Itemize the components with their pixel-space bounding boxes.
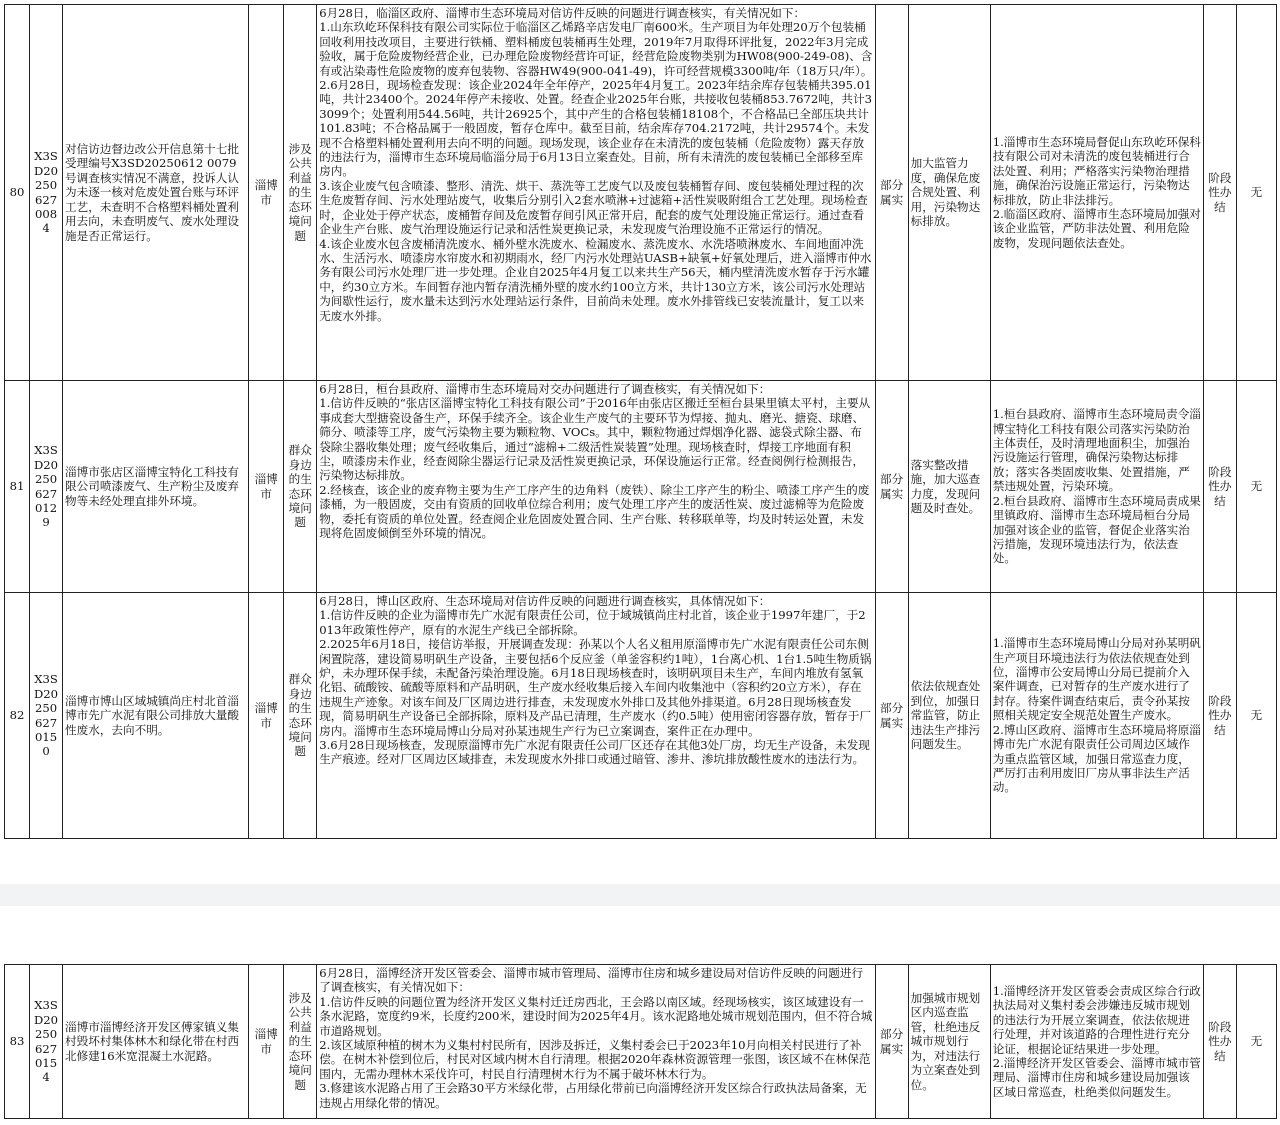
other: 无	[1236, 593, 1276, 839]
finding-paragraph: 3.修建该水泥路占用了王会路30平方米绿化带，占用绿化带前已向淄博经济开发区综合行政执法局备案，无违规占用绿化带的情况。	[319, 1081, 867, 1110]
finding-paragraph: 2.2025年6月18日，接信访举报，开展调查发现：孙某以个人名义租用原淄博市先广水泥有限责任公司东侧闲置院落，建设简易明矾生产设备，主要包括6个反应釜（单釜容积约1吨），1台离心机、1台1.5吨生物质锅炉，未办理环保手续，未配备污染治理设施。6月18日现场核查时，该明矾项目未生产，车间内堆放有氢氧化铝、硫酸铵、硫酸等原料和产品明矾，生产废水经收集后接入车间内收集池中（容积约20立方米），存在违规生产迹象。对该车间及厂区周边进行排查，未发现废水外排口及其他外排渠道。6月28日现场核查发现，简易明矾生产设备已全部拆除，原料及产品已清理，生产废水（约0.5吨）使用密闭容器存放，暂存于厂房内。淄博市生态环境局博山分局对孙某违规生产行为已立案调查，案件正在办理中。	[319, 637, 872, 738]
verdict: 部分属实	[875, 593, 908, 839]
finding-paragraph: 6月28日，桓台县政府、淄博市生态环境局对交办问题进行了调查核实，有关情况如下：	[319, 382, 771, 396]
finding-paragraph: 6月28日，临淄区政府、淄博市生态环境局对信访件反映的问题进行调查核实，有关情况如下：	[319, 6, 806, 20]
accountability-paragraph: 2.临淄区政府、淄博市生态环境局加强对该企业监管，严防非法处置、利用危险废物，发现问题依法查处。	[992, 206, 1201, 250]
region: 淄博市	[249, 5, 284, 381]
finding-paragraph: 1.山东玖屹环保科技有限公司实际位于临淄区乙烯路辛店发电厂南600米。生产项目为年处理20万个包装桶回收利用技改项目，主要进行铁桶、塑料桶废包装桶再生处理，2019年7月取得环评批复，2022年3月完成验收，属于危险废物经营企业，已办理危险废物经营许可证，经营危险废物类别为HW08(900-249-08)、含有或沾染毒性危险废物的废弃包装物、容器HW49(900-041-49)，许可经营规模3300吨/年（18万只/年）。	[319, 20, 873, 78]
region: 淄博市	[249, 593, 284, 839]
finding-paragraph: 3.该企业废气包含喷漆、整形、清洗、烘干、蒸洗等工艺废气以及废包装桶暂存间、废包装桶处理过程的次生危废暂存间、污水处理站废气，收集后分别引入2套水喷淋+过滤箱+活性炭吸附组合工艺处理。现场检查时，企业处于停产状态，废桶暂存间及危废暂存间引风正常开启，配套的废气处理设施正常运行。通过查看企业生产台账、废气治理设施运行记录和活性炭更换记录，未发现废气治理设施不正常运行的情况。	[319, 178, 868, 237]
verdict: 部分属实	[875, 5, 908, 381]
accountability	[990, 965, 1203, 1119]
handling-status: 阶段性办结	[1203, 5, 1236, 381]
document-page-2	[0, 960, 1280, 1125]
accountability-paragraph: 1.淄博市生态环境局博山分局对孙某明矾生产项目环境违法行为依法依规查处到位，淄博市公安局博山分局已提前介入案件调查，已对暂存的生产废水进行了封存。待案件调查结束后，责令孙某按照相关规定安全规范处置生产废水。	[992, 636, 1201, 723]
case-code: X3SD20250627 0084	[30, 5, 63, 381]
issue-description: 对信访边督边改公开信息第十七批受理编号X3SD20250612 0079号调查核实情况不满意，投诉人认为未逐一核对危废处置台账与环评工艺，未查明不合格塑料桶处置利用去向，未查明废气、废水处理设施是否正常运行。	[63, 5, 249, 381]
row-number: 80	[5, 5, 30, 381]
finding-paragraph: 1.信访件反映的问题位置为经济开发区义集村迁迁房西北，王会路以南区域。经现场核实，该区域建设有一条水泥路，宽度约9米，长度约200米，建设时间为2025年4月。该水泥路地处城市规划范围内，但不符合城市道路规划。	[319, 994, 873, 1038]
finding-paragraph: 4.该企业废水包含废桶清洗废水、桶外壁水洗废水、检漏废水、蒸洗废水、水洗塔喷淋废水、车间地面冲洗水、生活污水、喷漆房水帘废水和初期雨水，经厂内污水处理站UASB+缺氧+好氧处理后，进入淄博市仲水务有限公司污水处理厂进一步处理。企业自2025年4月复工以来共生产56天，桶内壁清洗废水暂存于污水罐中，约30立方米。车间暂存池内暂存清洗桶外壁的废水约100立方米，共计130立方米，该公司污水处理站为间歇性运行，废水量未达到污水处理站运行条件，目前尚未处理。废水外排管线已安装流量计，复工以来无废水外排。	[319, 236, 872, 323]
accountability	[990, 381, 1203, 593]
finding-paragraph: 6月28日，淄博经济开发区管委会、淄博市城市管理局、淄博市住房和城乡建设局对信访件反映的问题进行了调查核实，有关情况如下：	[319, 966, 864, 995]
issue-description: 淄博市张店区淄博宝特化工科技有限公司喷漆废气、生产粉尘及废弃物等未经处理直排外环境。	[63, 381, 249, 593]
handling-status: 阶段性办结	[1203, 593, 1236, 839]
verdict: 部分属实	[875, 381, 908, 593]
accountability-paragraph: 1.淄博市生态环境局督促山东玖屹环保科技有限公司对未清洗的废包装桶进行合法处置、利用；严格落实污染物治理措施，确保治污设施正常运行，污染物达标排放，防止非法排污。	[992, 134, 1201, 207]
row-number: 81	[5, 381, 30, 593]
accountability-paragraph: 2.淄博经济开发区管委会、淄博市城市管理局、淄博市住房和城乡建设局加强该区域日常巡查，杜绝类似问题发生。	[992, 1055, 1201, 1099]
issue-type: 群众身边的生态环境问题	[284, 593, 317, 839]
issue-type: 涉及公共利益的生态环境问题	[284, 5, 317, 381]
accountability	[990, 593, 1203, 839]
finding-paragraph: 3.6月28日现场核查，发现原淄博市先广水泥有限责任公司厂区还存在其他3处厂房，均无生产设备，未发现生产痕迹。经对厂区周边区域排查，未发现废水外排口或通过暗管、渗井、渗坑排放酸性废水的违法行为。	[319, 738, 870, 767]
region: 淄博市	[249, 965, 284, 1119]
handling-status: 阶段性办结	[1203, 381, 1236, 593]
finding-paragraph: 2.6月28日，现场检查发现：该企业2024年全年停产，2025年4月复工。2023年结余库存包装桶共395.01吨，共计23400个。2024年停产未接收、处置。经查企业2025年台账，共接收包装桶853.7672吨，共计33099个；处置利用544.56吨，共计26925个，其中产生的合格包装桶18108个，不合格品已全部压块共计101.83吨；不合格品属于一般固废，暂存仓库中。截至目前，结余库存704.2172吨，共计29574个。未发现不合格塑料桶处置利用去向不明的问题。现场发现，该企业存在未清洗的废包装桶（危险废物）露天存放的违法行为，淄博市生态环境局临淄分局于6月13日立案查处。目前，所有未清洗的废包装桶已全部移至库房内。	[319, 78, 872, 179]
finding-paragraph: 1.信访件反映的企业为淄博市先广水泥有限责任公司，位于域城镇尚庄村北首，该企业于1997年建厂，于2013年政策性停产，原有的水泥生产线已全部拆除。	[319, 608, 866, 637]
rectification-measures: 加强城市规划区内巡查监管，杜绝违反城市规划行为，对违法行为立案查处到位。	[908, 965, 990, 1119]
case-code: X3SD20250627 0129	[30, 381, 63, 593]
investigation-findings	[317, 965, 875, 1119]
finding-paragraph: 2.经核查，该企业的废弃物主要为生产工序产生的边角料（废铁）、除尘工序产生的粉尘、喷漆工序产生的废漆桶，为一般固废，交由有资质的回收单位综合利用；废气处理工序产生的废活性炭、废过滤棉等为危险废物，委托有资质的单位处置。经查阅企业危固废处置合同、生产台账、转移联单等，均及时转运处置，未发现将危固废倾倒至外环境的情况。	[319, 482, 870, 541]
row-number: 83	[5, 965, 30, 1119]
investigation-findings	[317, 593, 875, 839]
verdict: 部分属实	[875, 965, 908, 1119]
finding-paragraph: 2.该区域原种植的树木为义集村村民所有，因涉及拆迁，义集村委会已于2023年10月向相关村民进行了补偿。在树木补偿到位后，村民对区域内树木自行清理。根据2020年森林资源管理一张图，该区域不在林保范围内，无需办理林木采伐许可，村民自行清理树木行为不属于破坏林木行为。	[319, 1038, 871, 1081]
case-code: X3SD20250627 0154	[30, 965, 63, 1119]
page-separator	[0, 862, 1280, 960]
case-code: X3SD20250627 0150	[30, 593, 63, 839]
rectification-measures: 加大监管力度，确保危废合规处置、利用，污染物达标排放。	[908, 5, 990, 381]
accountability-paragraph: 2.桓台县政府、淄博市生态环境局责成果里镇政府、淄博市生态环境局桓台分局加强对该企业的监管，督促企业落实治污措施，发现环境违法行为，依法查处。	[992, 493, 1201, 566]
other: 无	[1236, 381, 1276, 593]
row-number: 82	[5, 593, 30, 839]
other: 无	[1236, 965, 1276, 1119]
other: 无	[1236, 5, 1276, 381]
accountability-paragraph: 2.博山区政府、淄博市生态环境局将原淄博市先广水泥有限责任公司周边区域作为重点监管区域，加强日常巡查力度，严厉打击利用废旧厂房从事非法生产活动。	[992, 722, 1201, 795]
issue-description: 淄博市淄博经济开发区傅家镇义集村毁坏村集体林木和绿化带在村西北修建16米宽混凝土水泥路。	[63, 965, 249, 1119]
issue-type: 涉及公共利益的生态环境问题	[284, 965, 317, 1119]
handling-status: 阶段性办结	[1203, 965, 1236, 1119]
complaint-table-page-2	[4, 964, 1277, 1119]
finding-paragraph: 1.信访件反映的“张店区淄博宝特化工科技有限公司”于2016年由张店区搬迁至桓台县果里镇太平村，主要从事成套大型搪瓷设备生产，环保手续齐全。该企业生产废气的主要环节为焊接、抛丸、磨光、搪瓷、球磨、筛分、喷漆等工序，废气污染物主要为颗粒物、VOCs。其中，颗粒物通过焊烟净化器、滤袋式除尘器、布袋除尘器收集处理；废气经收集后，通过“滤棉+二级活性炭装置”处理。现场核查时，焊接工序地面有积尘，喷漆房未作业，经查阅除尘器运行记录及活性炭更换记录，环保设施运行正常。经查阅例行检测报告，污染物达标排放。	[319, 396, 871, 483]
investigation-findings	[317, 5, 875, 381]
complaint-table-page-1	[4, 4, 1277, 839]
table-row	[5, 5, 1277, 381]
accountability-paragraph: 1.桓台县政府、淄博市生态环境局责令淄博宝特化工科技有限公司落实污染防治主体责任，及时清理地面积尘，加强治污设施运行管理，确保污染物达标排放；落实各类固废收集、处置措施，严禁违规处置，污染环境。	[992, 407, 1201, 494]
issue-type: 群众身边的生态环境问题	[284, 381, 317, 593]
accountability-paragraph: 1.淄博经济开发区管委会责成区综合行政执法局对义集村委会涉嫌违反城市规划的违法行为开展立案调查，依法依规进行处理，并对该道路的合理性进行充分论证，根据论证结果进一步处理。	[992, 983, 1201, 1056]
region: 淄博市	[249, 381, 284, 593]
table-row	[5, 965, 1277, 1119]
rectification-measures: 落实整改措施，加大巡查力度，发现问题及时查处。	[908, 381, 990, 593]
rectification-measures: 依法依规查处到位，加强日常监管，防止违法生产排污问题发生。	[908, 593, 990, 839]
issue-description: 淄博市博山区域城镇尚庄村北首淄博市先广水泥有限公司排放大量酸性废水，去向不明。	[63, 593, 249, 839]
investigation-findings	[317, 381, 875, 593]
accountability	[990, 5, 1203, 381]
table-row	[5, 381, 1277, 593]
table-row	[5, 593, 1277, 839]
finding-paragraph: 6月28日，博山区政府、生态环境局对信访件反映的问题进行调查核实，具体情况如下：	[319, 594, 771, 608]
